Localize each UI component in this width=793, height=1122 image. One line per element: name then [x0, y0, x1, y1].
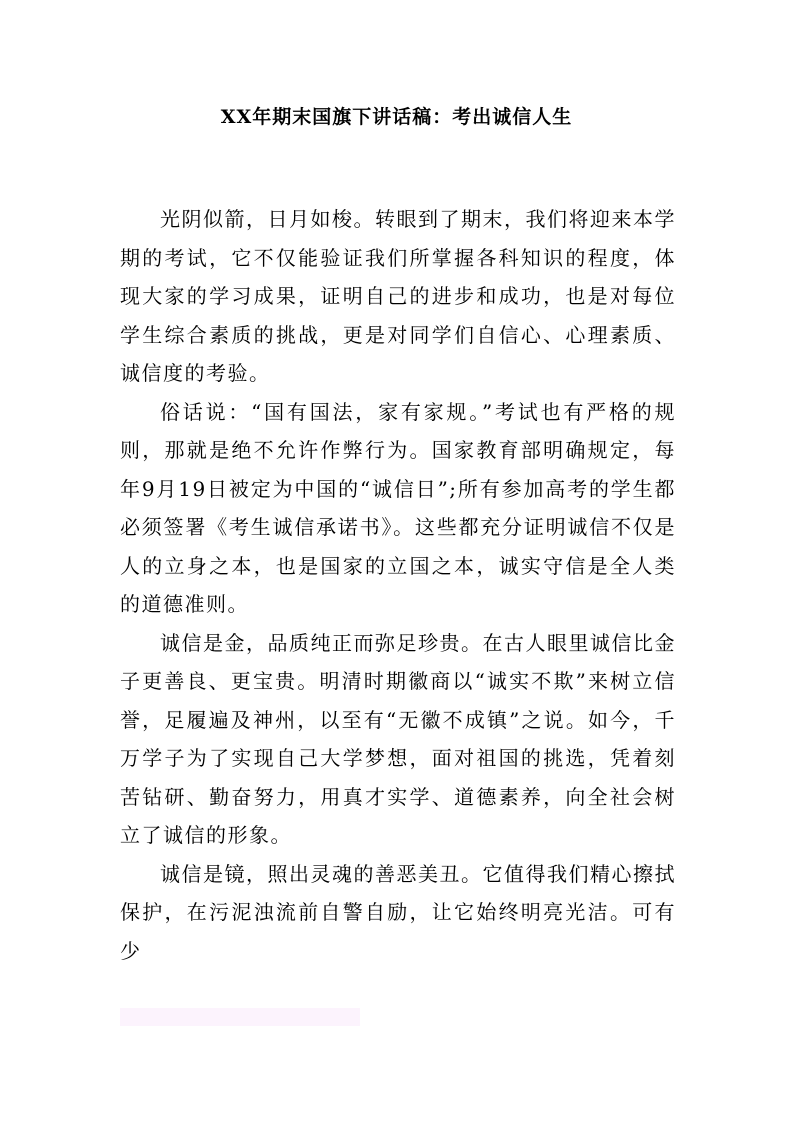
faded-watermark-strip [120, 1008, 360, 1026]
paragraph: 光阴似箭，日月如梭。转眼到了期末，我们将迎来本学期的考试，它不仅能验证我们所掌握各科知识的程度，体现大家的学习成果，证明自己的进步和成功，也是对每位学生综合素质的挑战，更是对同学们自信心、心理素质、诚信度的考验。 [120, 207, 676, 385]
document-title: XX年期末国旗下讲话稿：考出诚信人生 [220, 106, 573, 128]
document-body [120, 200, 676, 970]
paragraph: 诚信是镜，照出灵魂的善恶美丑。它值得我们精心擦拭保护，在污泥浊流前自警自励，让它始终明亮光洁。可有少 [120, 861, 676, 963]
paragraph: 诚信是金，品质纯正而弥足珍贵。在古人眼里诚信比金子更善良、更宝贵。明清时期徽商以“诚实不欺”来树立信誉，足履遍及神州，以至有“无徽不成镇”之说。如今，千万学子为了实现自己大学梦想，面对祖国的挑选，凭着刻苦钻研、勤奋努力，用真才实学、道德素养，向全社会树立了诚信的形象。 [120, 630, 676, 847]
paragraph: 俗话说：“国有国法，家有家规。”考试也有严格的规则，那就是绝不允许作弊行为。国家教育部明确规定，每年9月19日被定为中国的“诚信日”;所有参加高考的学生都必须签署《考生诚信承诺书》。这些都充分证明诚信不仅是人的立身之本，也是国家的立国之本，诚实守信是全人类的道德准则。 [120, 399, 676, 616]
